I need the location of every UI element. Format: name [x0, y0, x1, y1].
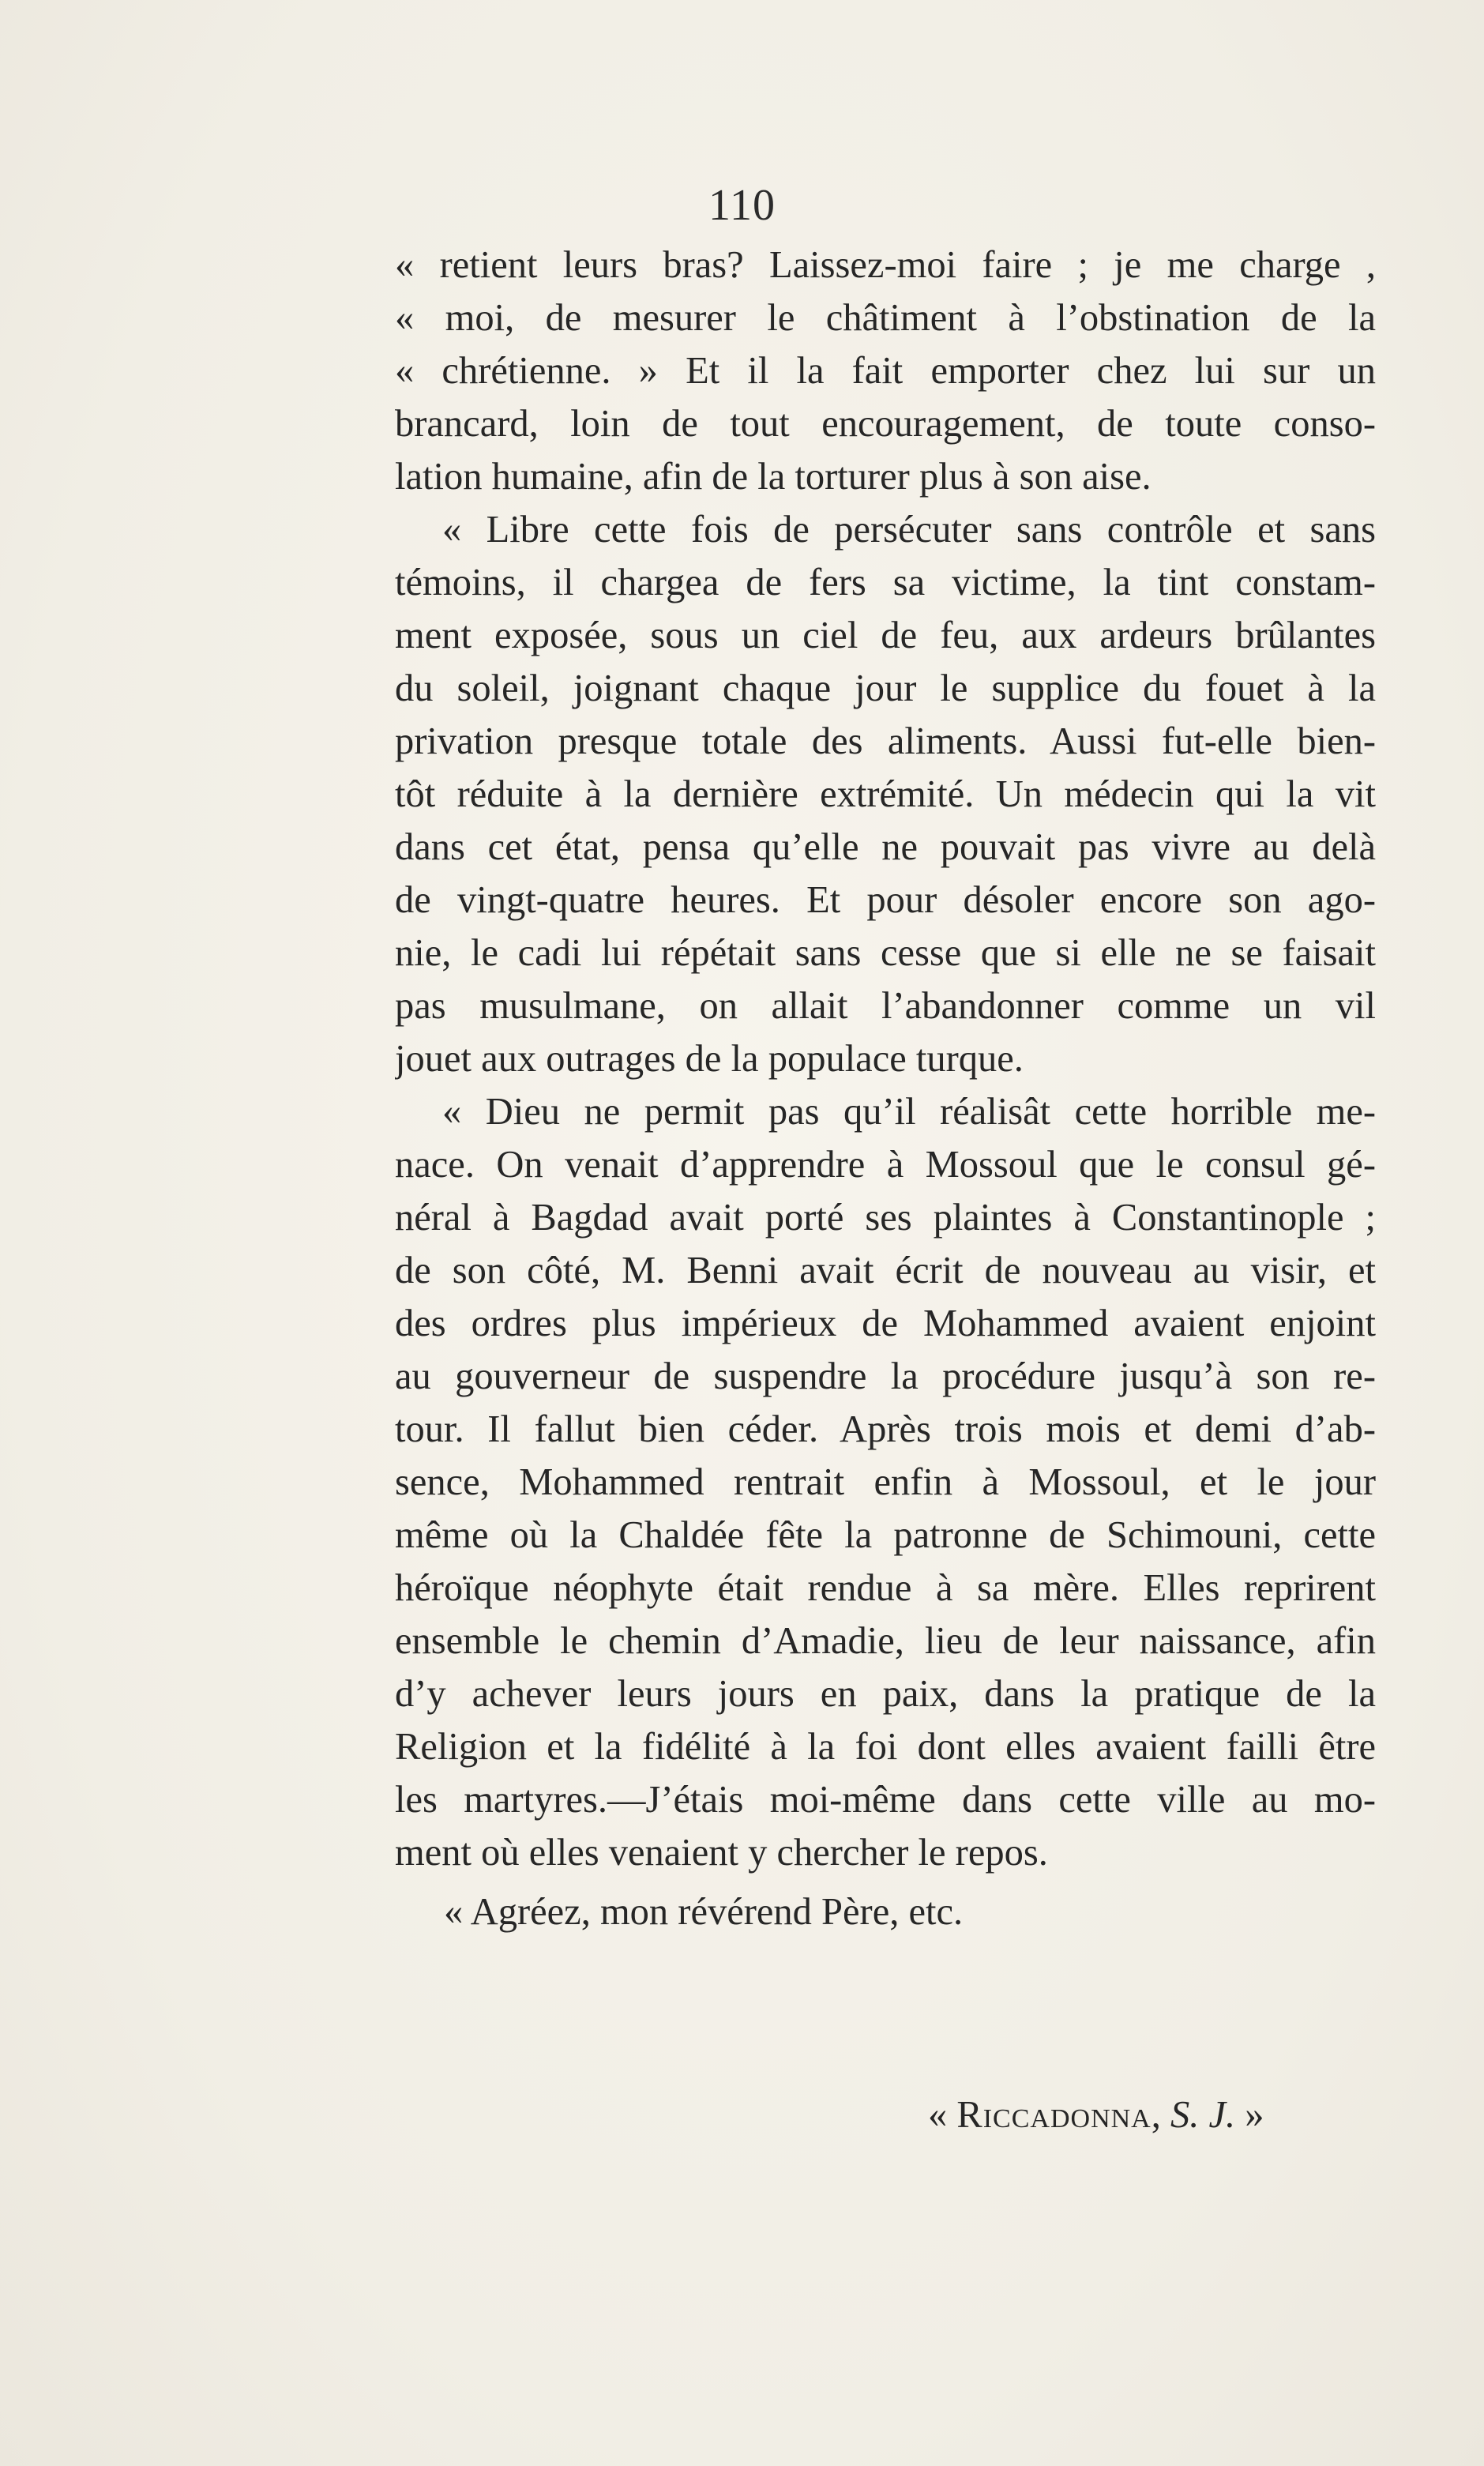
text-line: ensemble le chemin d’Amadie, lieu de leur naissance, afin: [395, 1620, 1376, 1662]
text-line: « retient leurs bras? Laissez-moi faire ; je me charge ,: [395, 244, 1376, 286]
text-line: nace. On venait d’apprendre à Mossoul que le consul gé-: [395, 1144, 1376, 1186]
text-line: du soleil, joignant chaque jour le supplice du fouet à la: [395, 667, 1376, 709]
text-line: au gouverneur de suspendre la procédure jusqu’à son re-: [395, 1355, 1376, 1397]
text-line: des ordres plus impérieux de Mohammed avaient enjoint: [395, 1303, 1376, 1344]
text-line: héroïque néophyte était rendue à sa mère. Elles reprirent: [395, 1567, 1376, 1609]
page-number: 110: [708, 181, 776, 230]
text-line: brancard, loin de tout encouragement, de toute conso-: [395, 403, 1376, 445]
signature-close-quote: »: [1235, 2094, 1264, 2136]
paragraph-start-line: « Dieu ne permit pas qu’il réalisât cette horrible me-: [442, 1091, 1376, 1133]
text-line: tour. Il fallut bien céder. Après trois mois et demi d’ab-: [395, 1408, 1376, 1450]
text-line: jouet aux outrages de la populace turque.: [395, 1038, 1024, 1080]
text-line: d’y achever leurs jours en paix, dans la pratique de la: [395, 1673, 1376, 1715]
text-line: dans cet état, pensa qu’elle ne pouvait pas vivre au delà: [395, 826, 1376, 868]
text-line: lation humaine, afin de la torturer plus à son aise.: [395, 456, 1152, 498]
closing-formula: « Agréez, mon révérend Père, etc.: [444, 1891, 964, 1933]
text-line: « moi, de mesurer le châtiment à l’obstination de la: [395, 297, 1376, 339]
text-line: « chrétienne. » Et il la fait emporter chez lui sur un: [395, 350, 1376, 392]
text-line: de son côté, M. Benni avait écrit de nouveau au visir, et: [395, 1250, 1376, 1291]
text-line: ment où elles venaient y chercher le repos.: [395, 1832, 1048, 1874]
text-line: témoins, il chargea de fers sa victime, la tint constam-: [395, 562, 1376, 603]
text-line: privation presque totale des aliments. Aussi fut-elle bien-: [395, 720, 1376, 762]
signature: [928, 2093, 1264, 2137]
signature-name: Riccadonna: [956, 2094, 1152, 2136]
text-line: nie, le cadi lui répétait sans cesse que si elle ne se faisait: [395, 932, 1376, 974]
text-line: de vingt-quatre heures. Et pour désoler encore son ago-: [395, 879, 1376, 921]
body-text: [395, 239, 1376, 1938]
text-line: sence, Mohammed rentrait enfin à Mossoul, et le jour: [395, 1461, 1376, 1503]
signature-open-quote: «: [928, 2094, 957, 2136]
text-line: même où la Chaldée fête la patronne de Schimouni, cette: [395, 1514, 1376, 1556]
signature-separator: ,: [1151, 2094, 1170, 2136]
paragraph-start-line: « Libre cette fois de persécuter sans contrôle et sans: [442, 509, 1376, 551]
text-line: les martyres.—J’étais moi-même dans cette ville au mo-: [395, 1779, 1376, 1821]
text-line: ment exposée, sous un ciel de feu, aux ardeurs brûlantes: [395, 615, 1376, 656]
text-line: tôt réduite à la dernière extrémité. Un médecin qui la vit: [395, 773, 1376, 815]
text-line: néral à Bagdad avait porté ses plaintes à Constantinople ;: [395, 1197, 1376, 1239]
text-line: pas musulmane, on allait l’abandonner comme un vil: [395, 985, 1376, 1027]
text-line: Religion et la fidélité à la foi dont elles avaient failli être: [395, 1726, 1376, 1768]
signature-order: S. J.: [1170, 2094, 1236, 2136]
